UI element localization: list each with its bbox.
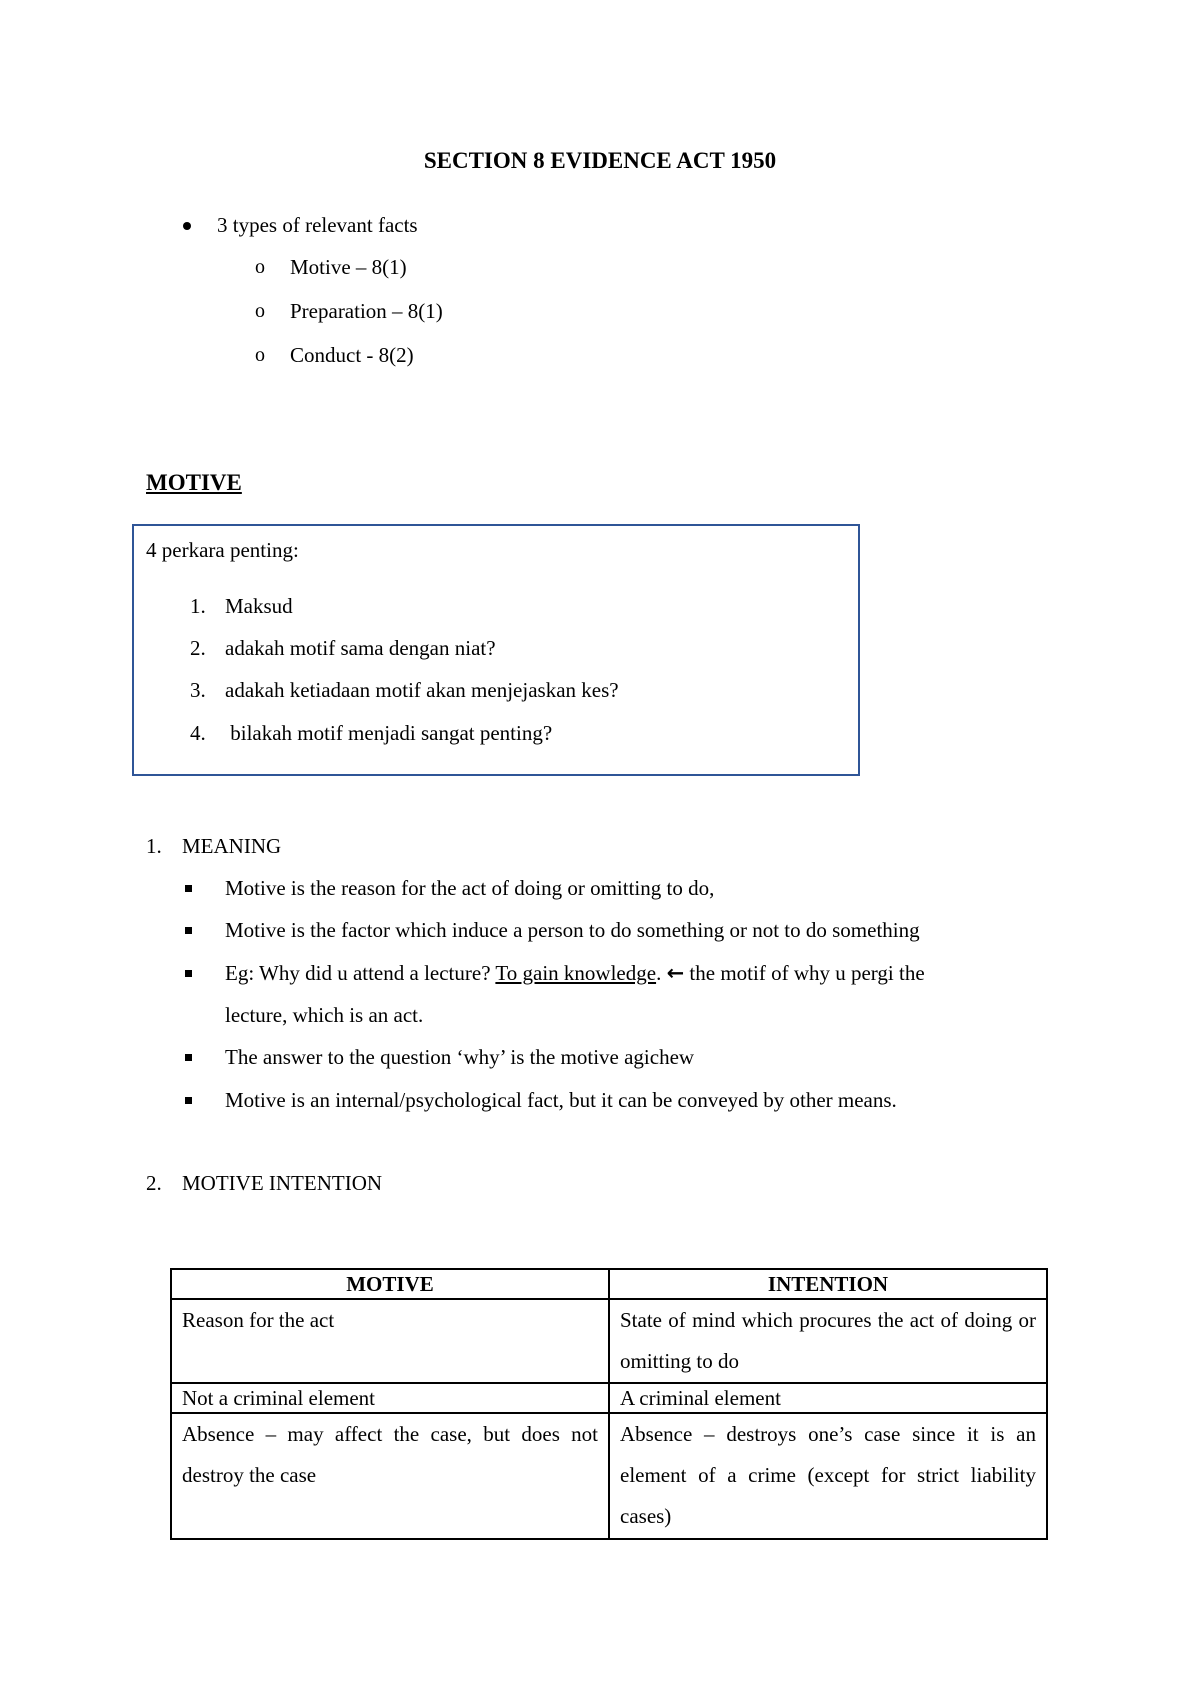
box-item-text: Maksud <box>225 594 293 618</box>
table-row <box>171 1413 1047 1539</box>
motive-heading: MOTIVE <box>146 470 242 495</box>
circle-bullet-icon: o <box>255 344 265 366</box>
table-header-motive: MOTIVE <box>171 1269 609 1299</box>
motive-intention-table <box>170 1268 1048 1540</box>
circle-bullet-icon: o <box>255 256 265 278</box>
page-title: SECTION 8 EVIDENCE ACT 1950 <box>423 148 777 173</box>
table-cell: Absence – may affect the case, but does not destroy the case <box>171 1413 609 1539</box>
table-cell: A criminal element <box>609 1383 1047 1413</box>
box-item-number: 4. <box>190 721 206 745</box>
table-row <box>171 1299 1047 1383</box>
left-arrow-icon: ← <box>666 961 685 985</box>
square-bullet-icon <box>185 927 192 934</box>
table-row <box>171 1383 1047 1413</box>
box-item-text: adakah motif sama dengan niat? <box>225 636 496 660</box>
table-header-intention: INTENTION <box>609 1269 1047 1299</box>
box-item-text: bilakah motif menjadi sangat penting? <box>225 721 553 745</box>
example-suffix: the motif of why u pergi the <box>684 961 925 985</box>
bullet-icon <box>183 222 191 230</box>
table-header-row <box>171 1269 1047 1299</box>
meaning-heading: MEANING <box>182 834 282 858</box>
type-item-conduct: Conduct - 8(2) <box>290 343 414 367</box>
section-number: 1. <box>146 834 162 858</box>
box-item-number: 2. <box>190 636 206 660</box>
key-points-box <box>132 524 860 776</box>
example-prefix: Eg: Why did u attend a lecture? <box>225 961 496 985</box>
table-cell: Absence – destroys one’s case since it is an element of a crime (except for strict liability cases) <box>609 1413 1047 1539</box>
meaning-point: Motive is the factor which induce a person to do something or not to do something <box>225 918 920 942</box>
box-heading: 4 perkara penting: <box>146 538 299 562</box>
box-item-number: 1. <box>190 594 206 618</box>
motive-intention-heading: MOTIVE INTENTION <box>182 1171 383 1195</box>
square-bullet-icon <box>185 970 192 977</box>
circle-bullet-icon: o <box>255 300 265 322</box>
table-cell: Reason for the act <box>171 1299 609 1383</box>
meaning-point: Motive is an internal/psychological fact, but it can be conveyed by other means. <box>225 1088 897 1112</box>
square-bullet-icon <box>185 1054 192 1061</box>
square-bullet-icon <box>185 885 192 892</box>
meaning-point: Motive is the reason for the act of doing or omitting to do, <box>225 876 715 900</box>
meaning-point: The answer to the question ‘why’ is the motive agichew <box>225 1045 695 1069</box>
type-item-motive: Motive – 8(1) <box>290 255 407 279</box>
meaning-example-continuation: lecture, which is an act. <box>225 1003 424 1027</box>
meaning-example <box>225 961 925 986</box>
section-number: 2. <box>146 1171 162 1195</box>
example-answer: To gain knowledge <box>495 961 657 985</box>
type-item-preparation: Preparation – 8(1) <box>290 299 443 323</box>
example-dot: . <box>656 961 667 985</box>
box-item-number: 3. <box>190 678 206 702</box>
box-item-text: adakah ketiadaan motif akan menjejaskan kes? <box>225 678 619 702</box>
table-cell: State of mind which procures the act of doing or omitting to do <box>609 1299 1047 1383</box>
table-cell: Not a criminal element <box>171 1383 609 1413</box>
square-bullet-icon <box>185 1097 192 1104</box>
types-intro: 3 types of relevant facts <box>217 213 418 237</box>
